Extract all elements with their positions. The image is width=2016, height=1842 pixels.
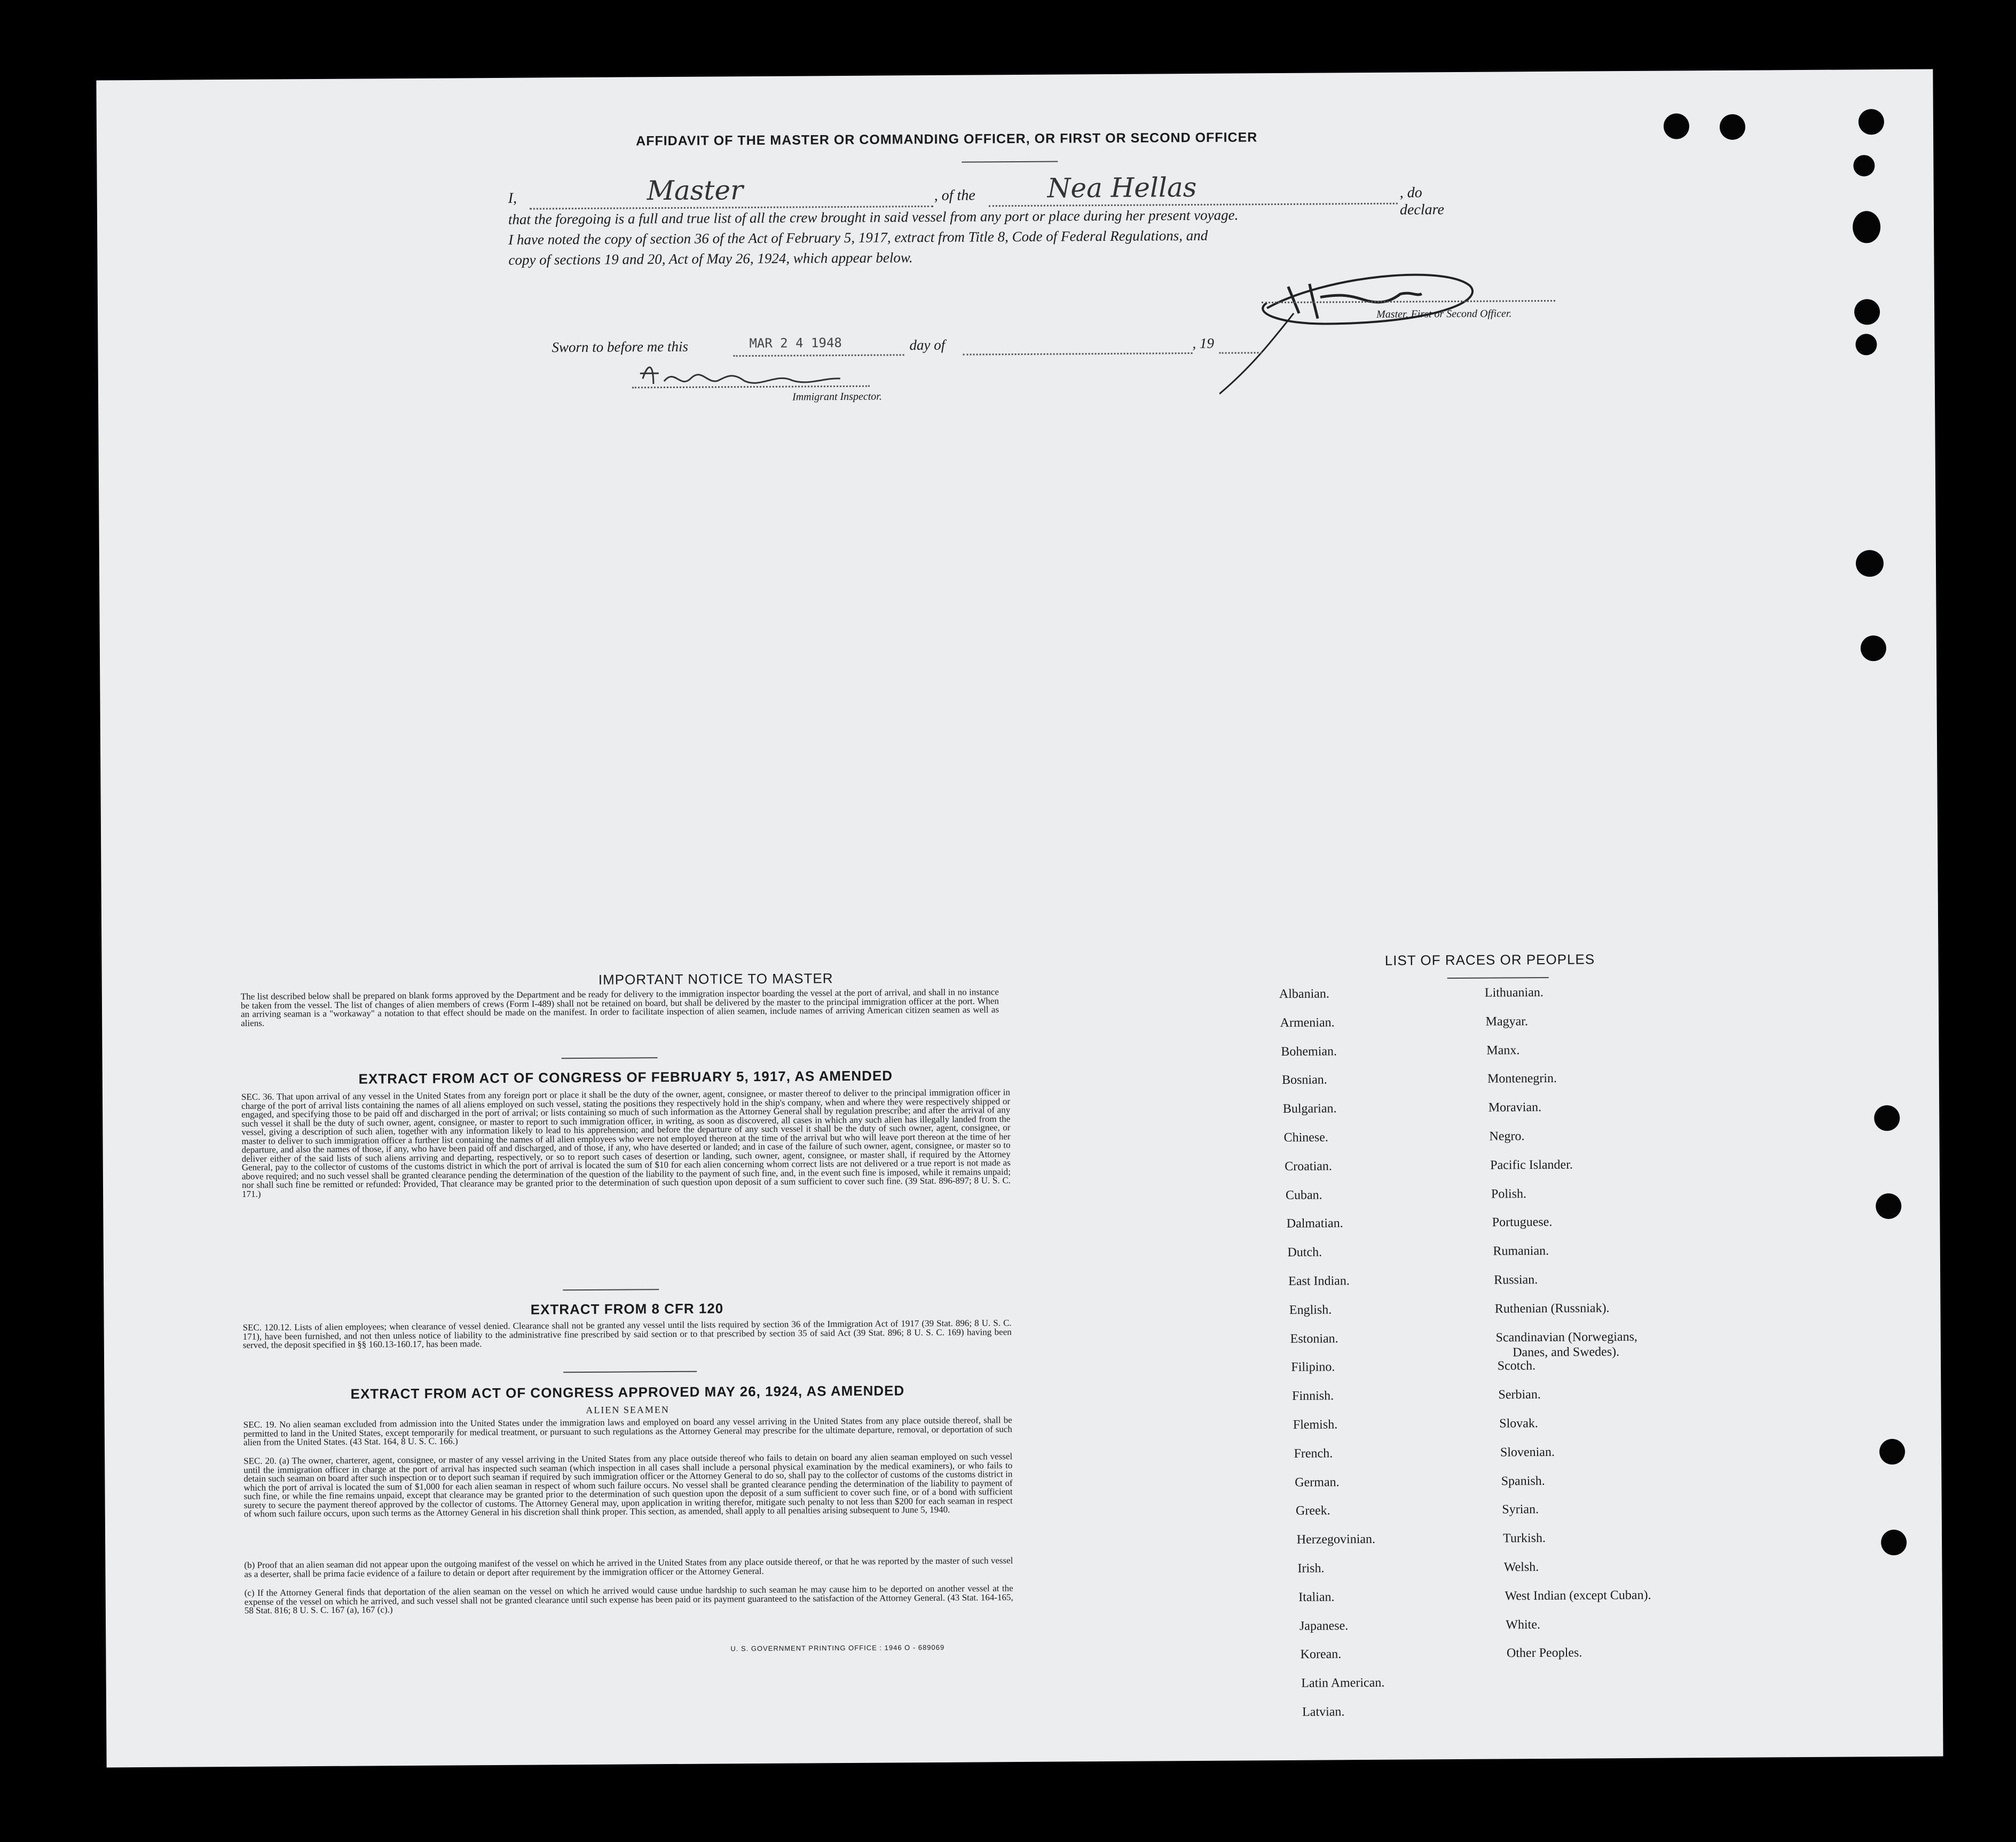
affidavit-line2: that the foregoing is a full and true list of all the crew brought in said vessel from any port or place during her present voyage. xyxy=(508,207,1239,227)
notice-heading: IMPORTANT NOTICE TO MASTER xyxy=(598,970,833,988)
race-item: Scotch. xyxy=(1497,1359,1536,1373)
race-item: Latin American. xyxy=(1301,1676,1385,1690)
race-item: Turkish. xyxy=(1503,1531,1546,1546)
punch-hole xyxy=(1854,299,1880,325)
race-item: Scandinavian (Norwegians, xyxy=(1495,1329,1637,1345)
race-item: West Indian (except Cuban). xyxy=(1505,1588,1651,1603)
punch-hole xyxy=(1720,114,1745,140)
document-page xyxy=(96,69,1943,1768)
race-item: Magyar. xyxy=(1485,1014,1528,1029)
year-field xyxy=(1219,339,1262,353)
sec19-text: SEC. 19. No alien seaman excluded from admission into the United States under the immigration laws and employed on board any vessel arriving in the United States from any place outside thereof, shall be permitted to land in the United States, except temporarily for medical treatment, or pursuant to such regulations as the Attorney General may prescribe for the ultimate departure, removal, or deportation of such alien from the United States. (43 Stat. 164, 8 U. S. C. 166.) xyxy=(243,1415,1012,1447)
race-item: Bohemian. xyxy=(1281,1044,1337,1059)
race-item: Chinese. xyxy=(1283,1130,1328,1145)
race-item: Croatian. xyxy=(1285,1159,1332,1174)
punch-hole xyxy=(1664,113,1689,139)
race-item: Albanian. xyxy=(1279,987,1329,1002)
of-the-label: , of the xyxy=(934,187,975,204)
divider xyxy=(563,1289,659,1290)
race-item: Slovak. xyxy=(1499,1416,1538,1431)
race-item: Serbian. xyxy=(1498,1388,1541,1402)
race-item: Portuguese. xyxy=(1492,1215,1553,1230)
race-item: Armenian. xyxy=(1280,1016,1335,1030)
race-item: Irish. xyxy=(1297,1561,1325,1576)
affidavit-title: AFFIDAVIT OF THE MASTER OR COMMANDING OFFICER, OR FIRST OR SECOND OFFICER xyxy=(636,130,1258,149)
officer-label: Master, First or Second Officer. xyxy=(1376,308,1512,320)
sec20b-text: (b) Proof that an alien seaman did not appear upon the outgoing manifest of the vessel on which he arrived in the United States from any place outside thereof, or that he was reported by the master of such vessel as a deserter, shall be prima facie evidence of a failure to detain or deport after requirement by the immigration officer or the Attorney General. xyxy=(244,1555,1013,1579)
sworn-label: Sworn to before me this xyxy=(552,338,689,356)
punch-hole xyxy=(1855,334,1877,355)
punch-hole xyxy=(1874,1105,1900,1131)
do-declare: , do declare xyxy=(1399,184,1444,218)
race-item: German. xyxy=(1295,1475,1340,1490)
race-item: Welsh. xyxy=(1503,1560,1539,1575)
cfr-heading: EXTRACT FROM 8 CFR 120 xyxy=(530,1300,724,1318)
race-item: Latvian. xyxy=(1302,1705,1345,1719)
extract1924-heading: EXTRACT FROM ACT OF CONGRESS APPROVED MAY 26, 1924, AS AMENDED xyxy=(350,1382,905,1402)
alien-seamen-subheading: ALIEN SEAMEN xyxy=(586,1404,670,1415)
year-label: , 19 xyxy=(1192,335,1215,352)
race-item: Dutch. xyxy=(1287,1245,1322,1260)
race-item: Finnish. xyxy=(1292,1389,1334,1404)
race-item: Moravian. xyxy=(1488,1100,1542,1115)
title-divider xyxy=(962,161,1058,163)
vessel-handwritten: Nea Hellas xyxy=(1047,171,1197,204)
race-item: Russian. xyxy=(1494,1273,1538,1287)
race-item: Spanish. xyxy=(1501,1474,1545,1489)
month-field xyxy=(963,340,1192,356)
race-item: Other Peoples. xyxy=(1506,1646,1582,1660)
race-item: Syrian. xyxy=(1502,1502,1539,1517)
extract1917-heading: EXTRACT FROM ACT OF CONGRESS OF FEBRUARY 5, 1917, AS AMENDED xyxy=(358,1067,893,1087)
race-item: English. xyxy=(1289,1303,1332,1317)
race-item: Korean. xyxy=(1300,1647,1342,1662)
race-item: Manx. xyxy=(1486,1043,1520,1058)
sec20a-text: SEC. 20. (a) The owner, charterer, agent, consignee, or master of any vessel arriving in the United States from any place outside thereof who fails to detain on board any alien seaman employed on such vessel until the immigration officer in charge at the port of arrival has inspected such seaman (which inspection in all cases shall include a personal physical examination by the medical examiners), or who fails to detain such seaman on board after such inspection or to deport such seaman if required by such immigration officer or the Attorney General to do so, shall pay to the collector of customs of the customs district in which the port of arrival is located the sum of $1,000 for each alien seaman in respect of whom such failure occurs. No vessel shall be granted clearance pending the determination of the liability to payment of such fine, or while the fine remains unpaid, except that clearance may be granted prior to the determination of such question upon the deposit of a sum sufficient to cover such fine, or of a bond with sufficient surety to secure the payment thereof approved by the collector of customs. The Attorney General may, upon application in writing therefor, mitigate such penalty to not less than $200 for each seaman in respect of whom such failure occurs, upon such terms as the Attorney General in his discretion shall think proper. This section, as amended, shall apply to all penalties arising subsequent to June 5, 1940. xyxy=(243,1451,1013,1519)
affidavit-line3: I have noted the copy of section 36 of the Act of February 5, 1917, extract from Title 8, Code of Federal Regulations, and xyxy=(508,227,1208,248)
races-divider xyxy=(1447,977,1549,979)
race-item: Montenegrin. xyxy=(1487,1072,1557,1087)
punch-hole xyxy=(1858,109,1884,135)
race-item: Estonian. xyxy=(1290,1331,1338,1346)
race-item: Rumanian. xyxy=(1493,1244,1549,1258)
extract1917-text: SEC. 36. That upon arrival of any vessel in the United States from any foreign port or place it shall be the duty of the owner, agent, consignee, or master thereof to deliver to the principal immigration officer in charge of the port of arrival lists containing the names of all aliens employed on such vessel, stating the positions they respectively hold in the ship's company, when and where they were respectively shipped or engaged, and specifying those to be paid off and discharged in the port of arrival; or lists containing so much of such information as the Attorney General shall by regulation prescribe; and after the arrival of any such vessel it shall be the duty of such owner, agent, consignee, or master to report to such immigration officer, in writing, as soon as discovered, all cases in which any such alien has illegally landed from the vessel, giving a description of such alien, together with any information likely to lead to his apprehension; and before the departure of any such vessel it shall be the duty of such owner, agent, consignee, or master to deliver to such immigration officer a further list containing the names of all alien employees who were not employed thereon at the time of the arrival but who will leave port thereon at the time of her departure, and also the names of those, if any, who have been paid off and discharged, and of those, if any, who have deserted or landed; and in case of the failure of such owner, agent, consignee, or master so to deliver either of the said lists of such aliens arriving and departing, respectively, or so to report such cases of desertion or landing, such owner, agent, consignee, or master shall, if required by the Attorney General, pay to the collector of customs of the customs district in which the port of arrival is located the sum of $10 for each alien concerning whom correct lists are not delivered or a true report is not made as above required; and no such vessel shall be granted clearance pending the determination of the question of the liability to the payment of such fine, and, in the event such fine is imposed, while it remains unpaid; nor shall such fine be remitted or refunded: Provided, That clearance may be granted prior to the determination of such question upon deposit of a sum sufficient to cover such fine. (39 Stat. 896-897; 8 U. S. C. 171.) xyxy=(241,1087,1011,1199)
race-item: Lithuanian. xyxy=(1484,986,1544,1000)
race-item: East Indian. xyxy=(1288,1274,1350,1288)
punch-hole xyxy=(1876,1193,1901,1219)
punch-hole xyxy=(1879,1439,1905,1465)
race-item: Ruthenian (Russniak). xyxy=(1494,1301,1610,1316)
notice-text: The list described below shall be prepared on blank forms approved by the Department and be ready for delivery to the immigration inspector boarding the vessel at the port of arrival, and shall in no instance be taken from the vessel. The list of changes of alien members of crews (Form I-489) shall not be retained on board, but shall be delivered by the master to the principal immigration officer at the port. When an arriving seaman is a "workaway" a notation to that effect should be made on the manifest. In order to facilitate inspection of alien seamen, include names of arriving American citizen seamen as well as aliens. xyxy=(240,987,999,1028)
race-item: Greek. xyxy=(1295,1503,1330,1518)
race-item: Japanese. xyxy=(1299,1618,1349,1633)
race-item: Filipino. xyxy=(1291,1360,1335,1375)
race-item: French. xyxy=(1294,1446,1333,1461)
punch-hole xyxy=(1856,550,1884,577)
race-item: Danes, and Swedes). xyxy=(1513,1344,1620,1359)
races-heading: LIST OF RACES OR PEOPLES xyxy=(1384,951,1595,969)
race-item: Bosnian. xyxy=(1281,1073,1327,1088)
punch-hole xyxy=(1861,635,1886,661)
printing-office-imprint: U. S. GOVERNMENT PRINTING OFFICE : 1946 O - 689069 xyxy=(730,1643,945,1653)
race-item: Cuban. xyxy=(1285,1188,1322,1202)
punch-hole xyxy=(1881,1530,1907,1555)
divider xyxy=(563,1371,697,1373)
race-item: Slovenian. xyxy=(1500,1445,1555,1460)
sec20c-text: (c) If the Attorney General finds that deportation of the alien seaman on the vessel on which he arrived would cause undue hardship to such seaman he may cause him to be deported on another vessel at the expense of the vessel on which he arrived, and such vessel shall not be granted clearance until such expense has been paid or its payment guaranteed to the satisfaction of the Attorney General. (43 Stat. 164-165, 58 Stat. 816; 8 U. S. C. 167 (a), 167 (c).) xyxy=(244,1583,1013,1616)
cfr-text: SEC. 120.12. Lists of alien employees; when clearance of vessel denied. Clearance shall not be granted any vessel until the lists required by section 36 of the Immigration Act of 1917 (39 Stat. 896; 8 U. S. C. 171), have been furnished, and not then unless notice of liability to the administrative fine prescribed by said section or to that prescribed by section 35 of said Act (39 Stat. 896; 8 U. S. C. 169) having been served, the deposit specified in §§ 160.13-160.17, has been made. xyxy=(242,1318,1012,1350)
punch-hole xyxy=(1853,211,1880,243)
day-of-label: day of xyxy=(909,336,946,353)
master-signature xyxy=(1218,242,1518,404)
punch-hole xyxy=(1853,155,1875,176)
race-item: Pacific Islander. xyxy=(1490,1158,1573,1172)
affidavit-line4: copy of sections 19 and 20, Act of May 26, 1924, which appear below. xyxy=(508,249,913,268)
race-item: Negro. xyxy=(1489,1129,1525,1144)
stamp-date: MAR 2 4 1948 xyxy=(749,335,842,351)
race-item: Polish. xyxy=(1491,1186,1527,1201)
inspector-label: Immigrant Inspector. xyxy=(792,390,882,403)
name-handwritten: Master xyxy=(647,175,744,207)
race-item: Herzegovinian. xyxy=(1296,1532,1376,1547)
race-item: Flemish. xyxy=(1293,1418,1338,1432)
race-item: Bulgarian. xyxy=(1282,1101,1337,1116)
race-item: Dalmatian. xyxy=(1286,1216,1343,1231)
inspector-signature xyxy=(637,356,862,395)
divider xyxy=(562,1057,658,1059)
race-item: Italian. xyxy=(1298,1590,1335,1604)
race-item: White. xyxy=(1506,1617,1541,1632)
i-label: I, xyxy=(508,190,517,207)
